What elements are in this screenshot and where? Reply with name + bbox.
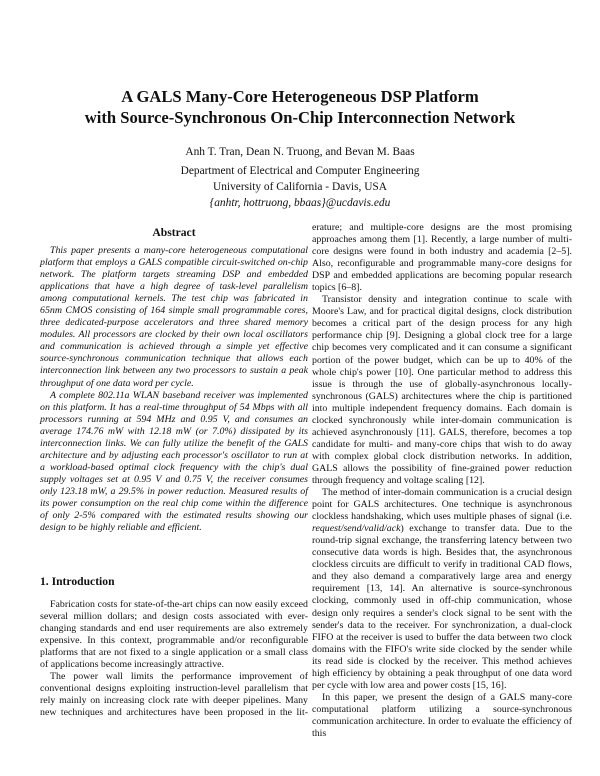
abstract-heading: Abstract — [152, 226, 196, 239]
intro-paragraph-3: Transistor density and integration continue to scale with Moore's Law, and for practical digital designs, clock distribution becomes a critical part of the design process for any high performance chip [9]. Designing a global clock tree for a large chip becomes very complicated and it can consume a significant portion of the power budget, which can be up to 40% of the whole chip's power [10]. One particular method to address this issue is through the use of globally-asynchronous locally-synchronous (GALS) architectures where the chip is partitioned into multiple independent frequency domains. Each domain is clocked synchronously while inter-domain communication is achieved asynchronously [11]. GALS, therefore, becomes a top candidate for multi- and many-core chips that wish to do away with complex global clock distribution networks. In addition, GALS allows the possibility of fine-grained power reduction through frequency and voltage scaling [12]. — [312, 294, 572, 486]
abstract-body — [40, 245, 308, 534]
intro-paragraph-4 — [312, 487, 572, 692]
abstract-paragraph-2: A complete 802.11a WLAN baseband receiver was implemented on this platform. It has a real-time throughput of 54 Mbps with all processors running at 594 MHz and 0.95 V, and consumes an average 174.76 mW with 12.18 mW (or 7.0%) dissipated by its interconnection links. We can fully utilize the benefit of the GALS architecture and by adjusting each processor's oscillator to run at a workload-based optimal clock frequency with the chip's dual supply voltages set at 0.95 V and 0.75 V, the receiver consumes only 123.18 mW, a 29.5% in power reduction. Measured results of its power consumption on the real chip come within the difference of only 2-5% compared with the estimated results showing our design to be highly reliable and efficient. — [40, 389, 308, 534]
p4-text-a: The method of inter-domain communication is a crucial design point for GALS architectures. One technique is asynchronous clockless handshaking, which uses multiple phases of signal (i.e. — [312, 487, 572, 523]
title-line-1: A GALS Many-Core Heterogeneous DSP Platform — [121, 87, 479, 106]
introduction-right-column — [312, 222, 572, 740]
p4-signal-names: request/send/valid/ack — [312, 523, 401, 535]
authors: Anh T. Tran, Dean N. Truong, and Bevan M. Baas — [185, 146, 415, 158]
intro-paragraph-2-end: erature; and multiple-core designs are the most promising approaches among them [1]. Recently, a large number of multi-core designs were found in both industry and academia [2–5]. Also, reconfigurable and programmable many-core designs for DSP and embedded applications are becoming popular research topics [6–8]. — [312, 222, 572, 294]
introduction-heading: 1. Introduction — [40, 575, 115, 588]
intro-paragraph-5: In this paper, we present the design of a GALS many-core computational platform utilizing a source-synchronous communication architecture. In order to evaluate the efficiency of this — [312, 691, 572, 739]
intro-paragraph-1: Fabrication costs for state-of-the-art chips can now easily exceed several million dollars; and design costs associated with ever-changing standards and end user requirements are also extremely expensive. In this context, programmable and/or reconfigurable platforms that are not fixed to a single application or a small class of applications become increasingly attractive. — [40, 599, 308, 671]
university: University of California - Davis, USA — [213, 181, 387, 193]
title-line-2: with Source-Synchronous On-Chip Interconnection Network — [84, 108, 516, 127]
email: {anhtr, hottruong, bbaas}@ucdavis.edu — [209, 197, 391, 209]
department: Department of Electrical and Computer Engineering — [180, 165, 420, 177]
introduction-left-column — [40, 599, 308, 719]
abstract-paragraph-1: This paper presents a many-core heterogeneous computational platform that employs a GALS compatible circuit-switched on-chip network. The platform targets streaming DSP and embedded applications that have a high degree of task-level parallelism among computational kernels. The test chip was fabricated in 65nm CMOS consisting of 164 simple small programmable cores, three dedicated-purpose accelerators and three shared memory modules. All processors are clocked by their own local oscillators and communication is achieved through a simple yet effective source-synchronous communication technique that allows each interconnection link between any two processors to sustain a peak throughput of one data word per cycle. — [40, 245, 308, 389]
p4-text-b: ) exchange to transfer data. Due to the round-trip signal exchange, the transferring latency between two consecutive data words is high. Besides that, the asynchronous clockless circuits are difficult to verify in traditional CAD flows, and they also demand a comparatively large area and energy requirement [13, 14]. An alternative is source-synchronous clocking, commonly used in off-chip communication, whose design only requires a sender's clock signal to be sent with the sender's data to the receiver. For synchronization, a dual-clock FIFO at the receiver is used to buffer the data between two clock domains with the FIFO's write side clocked by the sender while its read side is clocked by the receiver. This method achieves high efficiency by obtaining a peak throughput of one data word per cycle with low area and power costs [15, 16]. — [312, 523, 572, 691]
paper-title — [0, 86, 600, 128]
intro-paragraph-2-start: The power wall limits the performance improvement of conventional designs exploiting instruction-level parallelism that rely mainly on increasing clock rate with deeper pipelines. Many new techniques and architectures have been proposed in the lit- — [40, 671, 308, 719]
